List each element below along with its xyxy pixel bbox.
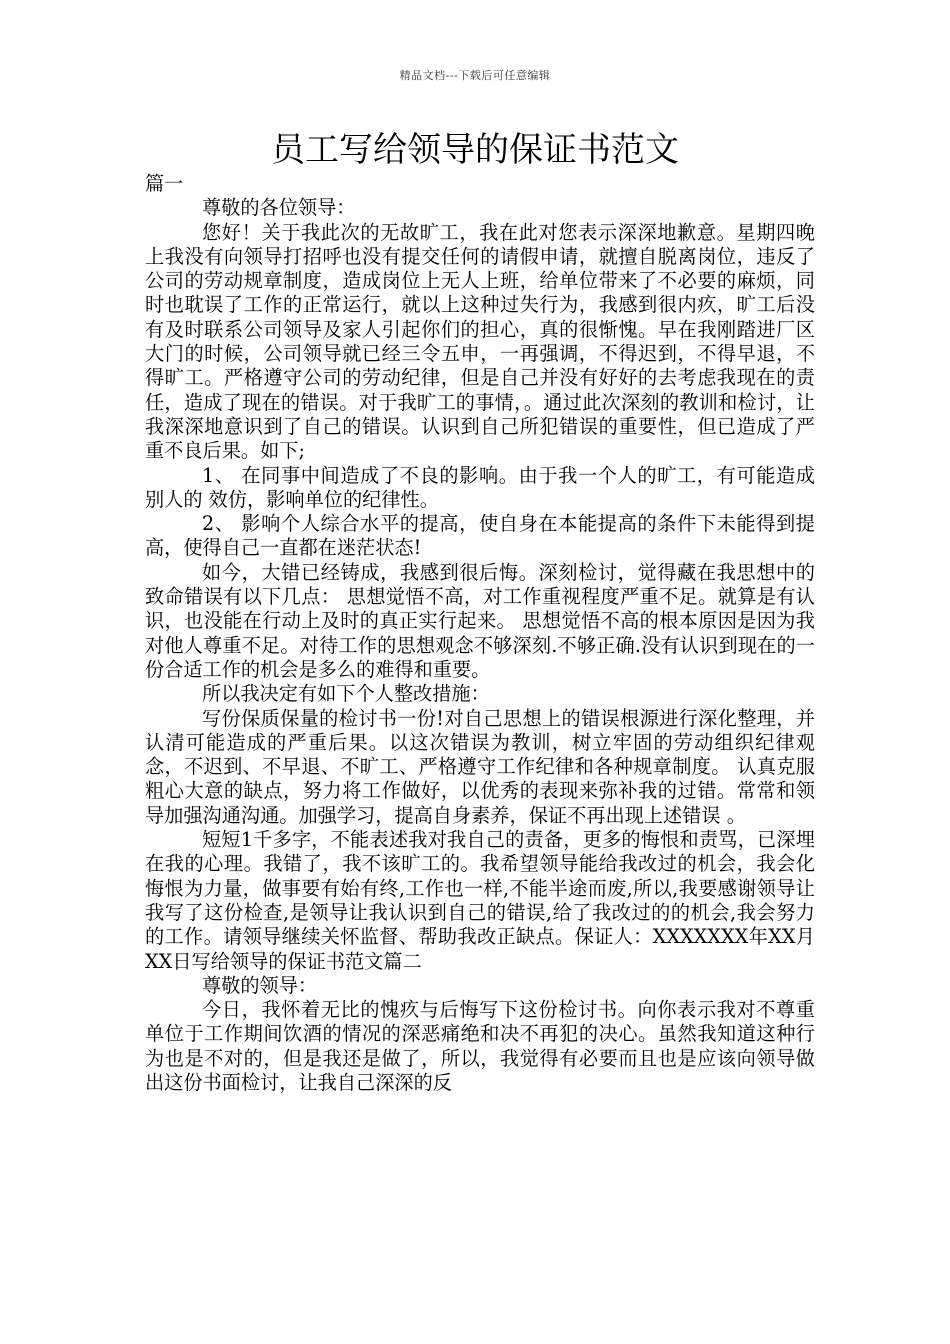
section-label: 篇一: [145, 172, 184, 195]
salutation: 尊敬的各位领导：: [202, 196, 356, 220]
list-item: 1、 在同事中间造成了不良的影响。由于我一个人的旷工，有可能造成别人的 效仿，影响单位的纪律性。: [145, 463, 815, 511]
body-paragraph: 您好！关于我此次的无故旷工，我在此对您表示深深地歉意。星期四晚上我没有向领导打招呼也没有提交任何的请假申请，就擅自脱离岗位，违反了公司的劳动规章制度，造成岗位上无人上班，给单位带来了不必要的麻烦，同时也耽误了工作的正常运行，就以上这种过失行为，我感到很内疚，旷工后没有及时联系公司领导及家人引起你们的担心，真的很惭愧。早在我刚踏进厂区大门的时候，公司领导就已经三令五申，一再强调，不得迟到，不得早退，不得旷工。严格遵守公司的劳动纪律，但是自己并没有好好的去考虑我现在的责任，造成了现在的错误。对于我旷工的事情，。通过此次深刻的教训和检讨，让我深深地意识到了自己的错误。认识到自己所犯错误的重要性，但已造成了严重不良后果。如下;: [145, 220, 815, 463]
list-item: 2、 影响个人综合水平的提高，使自身在本能提高的条件下未能得到提高，使得自己一直都在迷茫状态!: [145, 512, 815, 560]
document-body: [145, 172, 815, 1095]
document-title: 员工写给领导的保证书范文: [271, 130, 679, 170]
body-paragraph: 所以我决定有如下个人整改措施：: [202, 682, 490, 706]
salutation: 尊敬的领导：: [202, 973, 318, 997]
body-paragraph: 今日，我怀着无比的愧疚与后悔写下这份检讨书。向你表示我对不尊重单位于工作期间饮酒的情况的深恶痛绝和决不再犯的决心。虽然我知道这种行为也是不对的，但是我还是做了，所以，我觉得有必要而且也是应该向领导做出这份书面检讨，让我自己深深的反: [145, 998, 815, 1094]
body-paragraph: 如今，大错已经铸成，我感到很后悔。深刻检讨，觉得藏在我思想中的致命错误有以下几点： 思想觉悟不高，对工作重视程度严重不足。就算是有认识，也没能在行动上及时的真正实行起来。 思想觉悟不高的根本原因是因为我对他人尊重不足。对待工作的思想观念不够深刻.不够正确.没有认识到现在的一份合适工作的机会是多么的难得和重要。: [145, 560, 815, 681]
body-paragraph: 写份保质保量的检讨书一份!对自己思想上的错误根源进行深化整理，并认清可能造成的严重后果。以这次错误为教训，树立牢固的劳动组织纪律观念，不迟到、不早退、不旷工、严格遵守工作纪律和各种规章制度。 认真克服粗心大意的缺点，努力将工作做好，以优秀的表现来弥补我的过错。常常和领导加强沟通沟通。加强学习，提高自身素养，保证不再出现上述错误 。: [145, 706, 815, 827]
header-note: 精品文档---下载后可任意编辑: [399, 69, 551, 82]
body-paragraph: 短短1千多字，不能表述我对我自己的责备，更多的悔恨和责骂，已深埋在我的心理。我错了，我不该旷工的。我希望领导能给我改过的机会，我会化悔恨为力量，做事要有始有终,工作也一样,不能半途而废,所以,我要感谢领导让我写了这份检查,是领导让我认识到自己的错误,给了我改过的的机会,我会努力的工作。请领导继续关怀监督、帮助我改正缺点。保证人：XXXXXXX年XX月XX日写给领导的保证书范文篇二: [145, 828, 815, 973]
